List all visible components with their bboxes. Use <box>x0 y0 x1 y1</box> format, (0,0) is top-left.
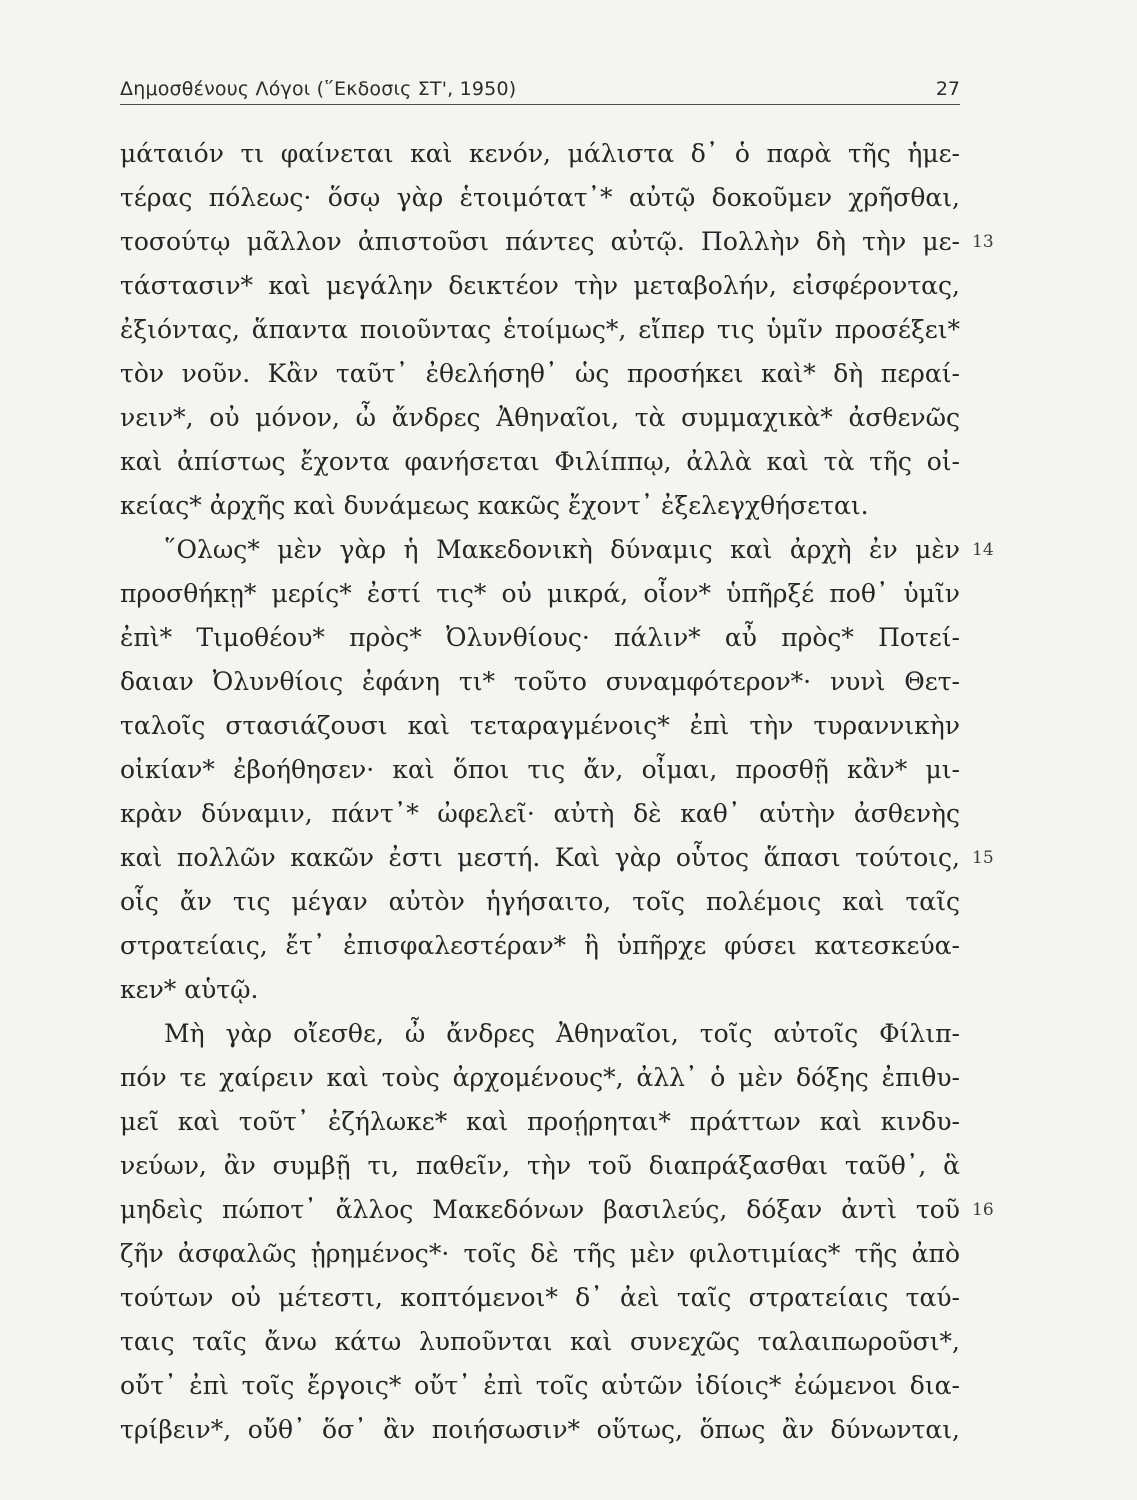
text-line: νειν*, οὐ μόνον, ὦ ἄνδρες Ἀθηναῖοι, τὰ συμμαχικὰ* ἀσθενῶς <box>120 403 960 432</box>
text-line: κεν* αὑτῷ. <box>120 975 259 1004</box>
text-line: τρίβειν*, οὔθ᾽ ὅσ᾽ ἂν ποιήσωσιν* οὕτως, ὅπως ἂν δύνωνται, <box>120 1415 960 1444</box>
text-line: καὶ πολλῶν κακῶν ἐστι μεστή. Καὶ γὰρ οὗτος ἅπασι τούτοις, <box>120 843 960 872</box>
text-line: στρατείαις, ἔτ᾽ ἐπισφαλεστέραν* ἢ ὑπῆρχε φύσει κατεσκεύα- <box>120 931 960 960</box>
text-line: τούτων οὐ μέτεστι, κοπτόμενοι* δ᾽ ἀεὶ ταῖς στρατείαις ταύ- <box>120 1283 960 1312</box>
section-number: 13 <box>972 232 994 252</box>
text-line: νεύων, ἂν συμβῇ τι, παθεῖν, τὴν τοῦ διαπράξασθαι ταῦθ᾽, ἃ <box>120 1151 960 1180</box>
text-line: Μὴ γὰρ οἴεσθε, ὦ ἄνδρες Ἀθηναῖοι, τοῖς αὐτοῖς Φίλιπ- <box>164 1019 960 1048</box>
text-line: οἰκίαν* ἐβοήθησεν· καὶ ὅποι τις ἄν, οἶμαι, προσθῇ κἂν* μι- <box>120 755 960 784</box>
text-line: καὶ ἀπίστως ἔχοντα φανήσεται Φιλίππῳ, ἀλλὰ καὶ τὰ τῆς οἰ- <box>120 447 960 476</box>
text-line: πόν τε χαίρειν καὶ τοὺς ἀρχομένους*, ἀλλ᾽ ὁ μὲν δόξης ἐπιθυ- <box>120 1063 960 1092</box>
running-header <box>120 78 960 104</box>
text-line: ἐξιόντας, ἅπαντα ποιοῦντας ἑτοίμως*, εἴπερ τις ὑμῖν προσέξει* <box>120 315 960 344</box>
text-line: οἷς ἄν τις μέγαν αὐτὸν ἡγήσαιτο, τοῖς πολέμοις καὶ ταῖς <box>120 887 960 916</box>
text-line: ταλοῖς στασιάζουσι καὶ τεταραγμένοις* ἐπὶ τὴν τυραννικὴν <box>120 711 960 740</box>
text-line: ζῆν ἀσφαλῶς ᾑρημένος*· τοῖς δὲ τῆς μὲν φιλοτιμίας* τῆς ἀπὸ <box>120 1239 960 1268</box>
page-number: 27 <box>935 78 960 100</box>
text-line: οὔτ᾽ ἐπὶ τοῖς ἔργοις* οὔτ᾽ ἐπὶ τοῖς αὑτῶν ἰδίοις* ἐώμενοι δια- <box>120 1371 960 1400</box>
header-rule <box>120 104 960 105</box>
text-line: ῞Ολως* μὲν γὰρ ἡ Μακεδονικὴ δύναμις καὶ ἀρχὴ ἐν μὲν <box>164 535 960 564</box>
text-line: κρὰν δύναμιν, πάντ᾽* ὠφελεῖ· αὐτὴ δὲ καθ᾽ αὑτὴν ἀσθενὴς <box>120 799 960 828</box>
text-line: τοσούτῳ μᾶλλον ἀπιστοῦσι πάντες αὐτῷ. Πολλὴν δὴ τὴν με- <box>120 227 960 256</box>
text-line: προσθήκῃ* μερίς* ἐστί τις* οὐ μικρά, οἷον* ὑπῆρξέ ποθ᾽ ὑμῖν <box>120 579 960 608</box>
header-title: Δημοσθένους Λόγοι (῞Εκδοσις ΣΤ', 1950) <box>120 78 517 100</box>
text-line: ταις ταῖς ἄνω κάτω λυποῦνται καὶ συνεχῶς ταλαιπωροῦσι*, <box>120 1327 960 1356</box>
section-number: 16 <box>972 1200 994 1220</box>
text-line: μάταιόν τι φαίνεται καὶ κενόν, μάλιστα δ᾽ ὁ παρὰ τῆς ἡμε- <box>120 139 960 168</box>
text-line: τέρας πόλεως· ὅσῳ γὰρ ἑτοιμότατ᾽* αὐτῷ δοκοῦμεν χρῆσθαι, <box>120 183 960 212</box>
section-number: 15 <box>972 848 994 868</box>
text-line: κείας* ἀρχῆς καὶ δυνάμεως κακῶς ἔχοντ᾽ ἐξελεγχθήσεται. <box>120 491 869 520</box>
text-line: μεῖ καὶ τοῦτ᾽ ἐζήλωκε* καὶ προῄρηται* πράττων καὶ κινδυ- <box>120 1107 960 1136</box>
section-number: 14 <box>972 540 994 560</box>
text-line: δαιαν Ὀλυνθίοις ἐφάνη τι* τοῦτο συναμφότερον*· νυνὶ Θετ- <box>120 667 960 696</box>
text-line: ἐπὶ* Τιμοθέου* πρὸς* Ὀλυνθίους· πάλιν* αὖ πρὸς* Ποτεί- <box>120 623 960 652</box>
text-line: τάστασιν* καὶ μεγάλην δεικτέον τὴν μεταβολήν, εἰσφέροντας, <box>120 271 960 300</box>
text-line: μηδεὶς πώποτ᾽ ἄλλος Μακεδόνων βασιλεύς, δόξαν ἀντὶ τοῦ <box>120 1195 960 1224</box>
text-line: τὸν νοῦν. Κἂν ταῦτ᾽ ἐθελήσηθ᾽ ὡς προσήκει καὶ* δὴ περαί- <box>120 359 960 388</box>
